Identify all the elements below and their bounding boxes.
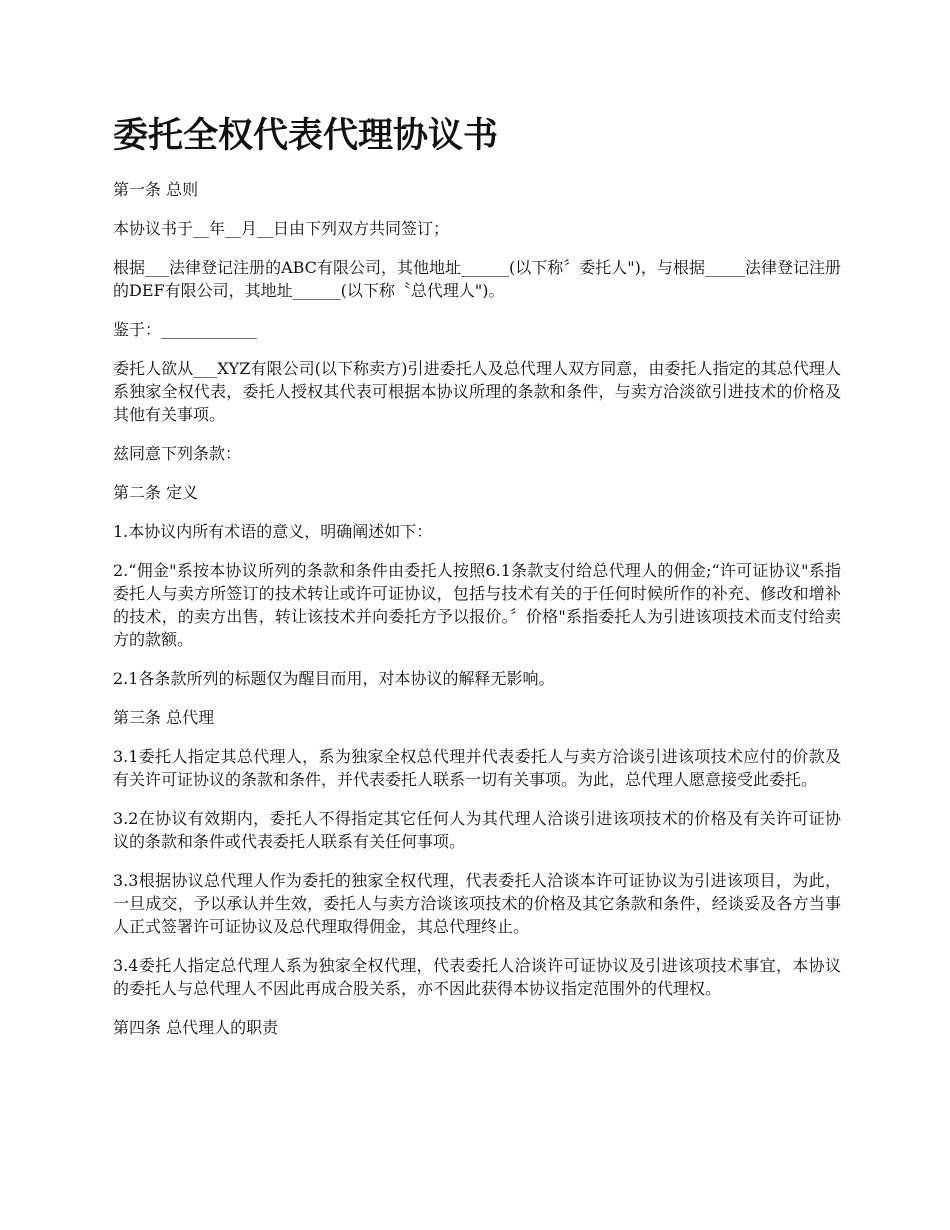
paragraph: 3.2在协议有效期内，委托人不得指定其它任何人为其代理人洽谈引进该项技术的价格及有关许可证协议的条款和条件或代表委托人联系有关任何事项。 <box>113 809 841 851</box>
paragraph: 根据___法律登记注册的ABC有限公司，其他地址______(以下称〞委托人")，与根据_____法律登记注册的DEF有限公司，其地址______(以下称〝总代理人")。 <box>113 258 841 300</box>
paragraph: 2.“佣金"系按本协议所列的条款和条件由委托人按照6.1条款支付给总代理人的佣金;“许可证协议"系指委托人与卖方所签订的技术转让或许可证协议，包括与技术有关的于任何时候所作的补充、修改和增补的技术，的卖方出售，转让该技术并向委托方予以报价。〞价格"系指委托人为引进该项技术而支付给卖方的款额。 <box>113 561 841 649</box>
section-heading-1: 第一条 总则 <box>113 180 199 199</box>
section-heading-2: 第二条 定义 <box>113 483 199 502</box>
paragraph: 1.本协议内所有术语的意义，明确阐述如下： <box>113 522 433 541</box>
paragraph: 2.1各条款所列的标题仅为醒目而用，对本协议的解释无影响。 <box>113 669 555 688</box>
document-title: 委托全权代表代理协议书 <box>113 115 499 156</box>
paragraph: 兹同意下列条款： <box>113 444 242 463</box>
section-heading-3: 第三条 总代理 <box>113 708 215 727</box>
paragraph: 本协议书于__年__月__日由下列双方共同签订； <box>113 219 450 238</box>
paragraph: 委托人欲从___XYZ有限公司(以下称卖方)引进委托人及总代理人双方同意，由委托人指定的其总代理人系独家全权代表，委托人授权其代表可根据本协议所理的条款和条件，与卖方洽淡欲引进技术的价格及其他有关事项。 <box>113 359 841 424</box>
paragraph: 3.4委托人指定总代理人系为独家全权代理，代表委托人洽谈许可证协议及引进该项技术事宜，本协议的委托人与总代理人不因此再成合股关系，亦不因此获得本协议指定范围外的代理权。 <box>113 956 841 998</box>
paragraph: 3.3根据协议总代理人作为委托的独家全权代理，代表委托人洽谈本许可证协议为引进该项目，为此，一旦成交，予以承认并生效，委托人与卖方洽谈该项技术的价格及其它条款和条件，经谈妥及各方当事人正式签署许可证协议及总代理取得佣金，其总代理终止。 <box>113 871 841 936</box>
section-heading-4: 第四条 总代理人的职责 <box>113 1018 279 1037</box>
document-page <box>113 112 841 1055</box>
paragraph: 鉴于：____________ <box>113 320 258 339</box>
paragraph: 3.1委托人指定其总代理人，系为独家全权总代理并代表委托人与卖方洽谈引进该项技术应付的价款及有关许可证协议的条款和条件，并代表委托人联系一切有关事项。为此，总代理人愿意接受此委托。 <box>113 747 841 789</box>
